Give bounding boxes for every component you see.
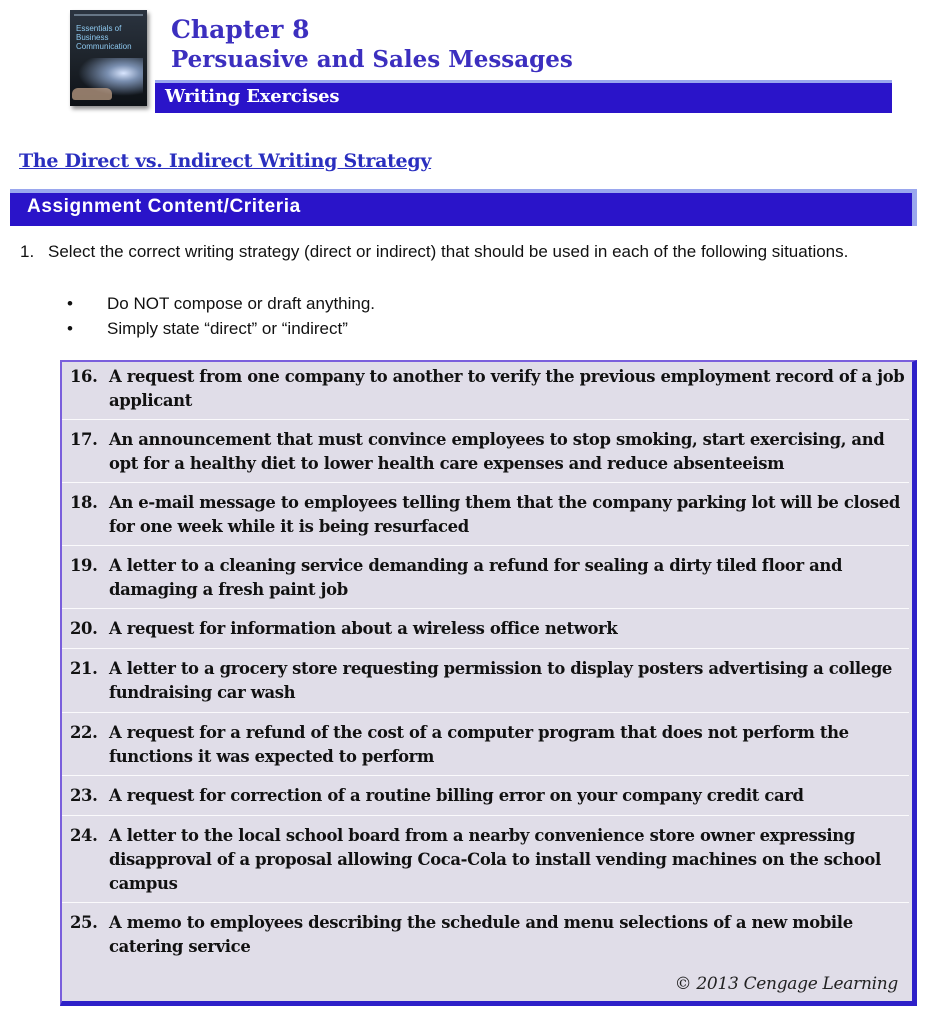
list-item [70,491,910,539]
situations-list-box [60,360,917,1006]
chapter-subtitle: Persuasive and Sales Messages [171,46,573,73]
item-text: A request for information about a wireless office network [109,619,618,638]
item-number: 18. [70,493,98,512]
item-text: An announcement that must convince employees to stop smoking, start exercising, and opt for a healthy diet to lower health care expenses and reduce absenteeism [109,430,885,473]
item-text: A request from one company to another to verify the previous employment record of a job applicant [109,367,905,410]
item-text: A request for a refund of the cost of a computer program that does not perform the functions it was expected to perform [109,723,849,766]
list-item [70,824,910,896]
divider [62,775,909,776]
cover-title: Essentials of Business Communication [76,24,132,51]
list-item [70,554,910,602]
list-item [70,617,910,641]
item-number: 20. [70,619,98,638]
item-number: 17. [70,430,98,449]
item-text: A letter to a grocery store requesting permission to display posters advertising a college fundraising car wash [109,659,893,702]
bullet-item: • Do NOT compose or draft anything. [20,291,375,316]
divider [62,482,909,483]
assignment-criteria-bar [10,189,917,226]
divider [62,902,909,903]
list-item [70,721,910,769]
instruction-bullets [20,291,375,341]
cover-topline [74,14,143,16]
instruction-item [20,240,900,338]
item-number: 22. [70,723,98,742]
item-number: 16. [70,367,98,386]
item-number: 21. [70,659,98,678]
item-text: A request for correction of a routine billing error on your company credit card [109,786,804,805]
bullet-item: • Simply state “direct” or “indirect” [20,316,375,341]
list-item [70,428,910,476]
writing-exercises-bar [155,80,892,113]
item-text: An e-mail message to employees telling them that the company parking lot will be closed for one week while it is being resurfaced [109,493,900,536]
writing-exercises-label: Writing Exercises [165,86,340,107]
list-item [70,911,910,959]
direct-indirect-strategy-link[interactable]: The Direct vs. Indirect Writing Strategy [19,150,432,172]
list-item [70,784,910,808]
divider [62,608,909,609]
item-text: A letter to a cleaning service demanding a refund for sealing a dirty tiled floor and damaging a fresh paint job [109,556,843,599]
item-number: 19. [70,556,98,575]
instruction-text: Select the correct writing strategy (direct or indirect) that should be used in each of the following situations. [48,242,849,261]
chapter-title: Chapter 8 [171,15,310,44]
instruction-number: 1. [20,242,35,261]
divider [62,545,909,546]
list-item [70,365,910,413]
item-number: 24. [70,826,98,845]
assignment-criteria-title: Assignment Content/Criteria [27,196,301,217]
divider [62,815,909,816]
book-cover-image [70,10,147,106]
item-text: A memo to employees describing the schedule and menu selections of a new mobile catering service [109,913,853,956]
item-text: A letter to the local school board from a nearby convenience store owner expressing disapproval of a proposal allowing Coca-Cola to install vending machines on the school campus [109,826,881,893]
item-number: 25. [70,913,98,932]
divider [62,712,909,713]
cover-hand [72,88,112,100]
divider [62,419,909,420]
divider [62,648,909,649]
list-item [70,657,910,705]
item-number: 23. [70,786,98,805]
copyright-notice: © 2013 Cengage Learning [674,974,898,994]
